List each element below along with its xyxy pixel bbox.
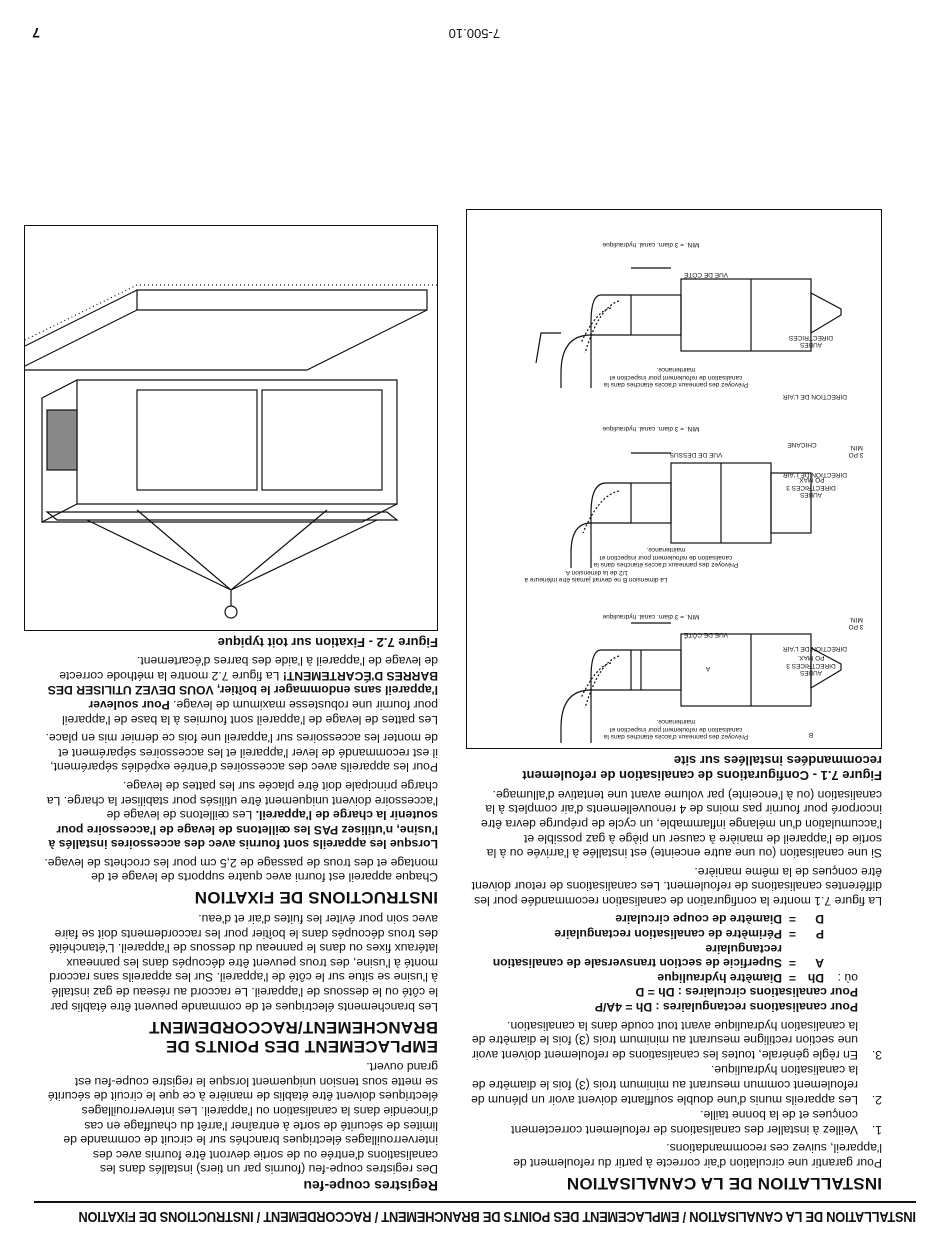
rooftop-svg [25, 226, 437, 630]
coupe-feu-text: Des registres coupe-feu (fournis par un tiers) installés dans les canalisations d'entrée ou de sortie devront être fournis avec des interverrouillages électriques branchés sur le circuit de commande de limites de sécurité de sorte à entraîner l'arrêt du chauffage en cas d'incendie dans la canalisation ou l'appareil. Les interverrouillages électriques doivent être établis de manière à ce que le circuit de sécurité se mette sous tension uniquement lorsque le registre coupe-feu est grand ouvert. [47, 1060, 438, 1177]
hook [225, 606, 237, 618]
def-symbol: P [815, 927, 824, 942]
page-header: INSTALLATION DE LA CANALISATION / EMPLACEMENT DES POINTS DE BRANCHEMENT / RACCORDEMENT / INSTRUCTIONS DE FIXATION [78, 1208, 916, 1225]
min-diam-label: MIN. = 3 diam. canal. hydraulique [602, 241, 700, 249]
spreader-bar [47, 512, 397, 520]
formula-rect: Pour canalisations rectangulaires : Dh = 4A/P [594, 1000, 858, 1015]
def-text: Superficie de section transversale de canalisation rectangulaire [492, 941, 782, 971]
para-figure-ref: La figure 7.1 montre la configuration de canalisation recommandée pour les différentes canalisations de refoulement. Les canalisations de retour doivent être conçues de la même manière. [471, 864, 882, 908]
installation-intro: Pour garantir une circulation d'air correcte à partir du refoulement de l'appareil, suivez ces recommandations. [513, 1141, 882, 1170]
panneaux-label: Prévoyez des panneaux d'accès étanches dans la canalisation de refoulement pour inspection et maintenance. [593, 546, 739, 569]
unit-front [77, 380, 397, 504]
definitions [464, 912, 858, 985]
list-item: 3. En règle générale, toutes les canalisations de refoulement doivent avoir une section rectiligne mesurant au minimum trois (3) fois le diamètre de la canalisation hydraulique avant tout coude dans la canalisation. [471, 1018, 882, 1062]
roof-curb [137, 290, 427, 310]
vue-cote-label: VUE DE CÔTÉ [683, 271, 729, 279]
panneaux-label: Prévoyez des panneaux d'accès étanches dans la canalisation de refoulement pour inspection et maintenance. [603, 366, 749, 389]
para-prepurge: Si une canalisation (ou une autre enceinte) est installée à l'arrivée ou à la sortie de l'appareil de manière à causer un piège à gaz possible et l'accumulation d'un mélange inflammable, un cycle de prépurge devra être incorporé pour fournir pas moins de 4 renouvellements d'air complets à la canalisation (ou à l'enceinte) par volume avant une tentative d'allumage. [481, 787, 882, 861]
header-rule [34, 1201, 916, 1203]
aubes-label: AUBES DIRECTRICES 3 PO MAX. [786, 476, 836, 499]
def-symbol: Dh [807, 970, 824, 985]
branchement-text: Les branchements électriques et de commande peuvent être établis par le côté ou le dessous de l'appareil. Le raccord au réseau de gaz installé à l'usine se situe sur le côté de l'appareil. Sur les appareils sans raccord monté à l'usine, des trous peuvent être découpés dans les panneaux latéraux fixes ou dans le panneau du dessous de l'appareil. L'étanchéité des trous découpés dans le boîtier pour les raccordements doit se faire avec soin pour éviter les fuites d'air et d'eau. [49, 912, 438, 1014]
dim-a-label: A [705, 665, 711, 673]
dimension-b-note: La dimension B ne devrait jamais être inférieure à 1/2 de la dimension A. [524, 568, 668, 584]
def-eq: = [788, 970, 796, 985]
page-number: 7 [32, 25, 40, 41]
list-item: 1. Veillez à installer des canalisations de refoulement correctement conçues et de la bonne taille. [511, 1108, 882, 1137]
def-symbol: A [815, 956, 824, 971]
installation-list [464, 1018, 882, 1137]
coupe-feu-title: Registres coupe-feu [303, 1178, 438, 1194]
aubes-label: AUBES DIRECTRICES 3 PO MAX. [786, 654, 836, 677]
formula-circ: Pour canalisations circulaires : Dh = D [635, 985, 858, 1000]
direction-air-label: DIRECTION DE L'AIR [782, 471, 848, 479]
chicane-label: CHICANE [787, 441, 817, 449]
left-column [464, 209, 882, 1193]
fixation-p2: Lorsque les appareils sont fournis avec des accessoires installés à l'usine, n'utilisez PAS les œilletons de levage de l'accessoire pour soutenir la charge de l'appareil. Les œilletons de levage de l'accessoire doivent uniquement être utilisés pour stabiliser la charge. La charge principale doit être placée sur les pattes de levage. [46, 778, 438, 852]
ou-label: où : [837, 970, 858, 985]
fixation-title: INSTRUCTIONS DE FIXATION [194, 888, 438, 908]
def-eq: = [788, 956, 796, 971]
min-diam-label: MIN. = 3 diam. canal. hydraulique [602, 425, 700, 433]
def-eq: = [788, 927, 796, 942]
figure2-rooftop-illustration [24, 225, 438, 631]
vue-cote-label: VUE DE CÔTÉ [683, 631, 729, 639]
branchement-title: EMPLACEMENT DES POINTS DE BRANCHEMENT/RACCORDEMENT [148, 1017, 438, 1056]
def-eq: = [788, 912, 796, 927]
direction-air-label: DIRECTION DE L'AIR [782, 393, 848, 401]
direction-air-label: DIRECTION DE L'AIR [782, 645, 848, 653]
list-item: 2. Les appareils munis d'une double soufflante doivent avoir un plénum de refoulement commun mesurant au minimum trois (3) fois le diamètre de la canalisation hydraulique. [471, 1063, 882, 1107]
fixation-p3: Pour les appareils avec des accessoires d'entrée expédiés séparément, il est recommandé de lever l'appareil et les accessoires séparément et de monter les accessoires sur l'appareil une fois ce dernier mis en place. [45, 731, 438, 775]
figure2-caption: Figure 7.2 - Fixation sur toit typique [217, 634, 438, 650]
po-min-label: 3 PO MIN. [848, 443, 864, 459]
fixation-p1: Chaque appareil est fourni avec quatre supports de levage et de montage et des trous de passage de 2,5 cm pour les crochets de levage. [44, 855, 438, 885]
vue-dessus-label: VUE DE DESSUS [669, 451, 723, 459]
min-diam-label: MIN. = 3 diam. canal. hydraulique [602, 613, 700, 621]
dim-b-label: B [808, 731, 814, 739]
def-symbol: D [815, 912, 824, 927]
document-code: 7-500.10 [448, 26, 500, 41]
figure1-duct-diagrams [466, 209, 882, 749]
aubes-label: AUBES DIRECTRICES [788, 333, 834, 349]
def-text: Périmètre de canalisation rectangulaire [554, 927, 782, 942]
def-text: Diamètre de coupe circulaire [615, 912, 782, 927]
installation-title: INSTALLATION DE LA CANALISATION [566, 1174, 882, 1193]
def-text: Diamètre hydraulique [657, 970, 782, 985]
panneaux-label: Prévoyez des panneaux d'accès étanches dans la canalisation de refoulement pour inspection et maintenance. [603, 718, 749, 741]
figure1-caption: Figure 7.1 - Configurations de canalisation de refoulement recommandées installées sur site [522, 753, 882, 784]
right-column [43, 225, 438, 1193]
fixation-p4: Les pattes de levage de l'appareil sont fournies à la base de l'appareil pour fournir une robustesse maximum de levage. Pour soulever l'appareil sans endommager le boîtier, VOUS DEVEZ UTILISER DES BARRES D'ÉCARTEMENT! La figure 7.2 montre la méthode correcte de levage de l'appareil à l'aide des barres d'écartement. [47, 654, 438, 727]
po-min-label: 3 PO MIN. [848, 615, 864, 631]
